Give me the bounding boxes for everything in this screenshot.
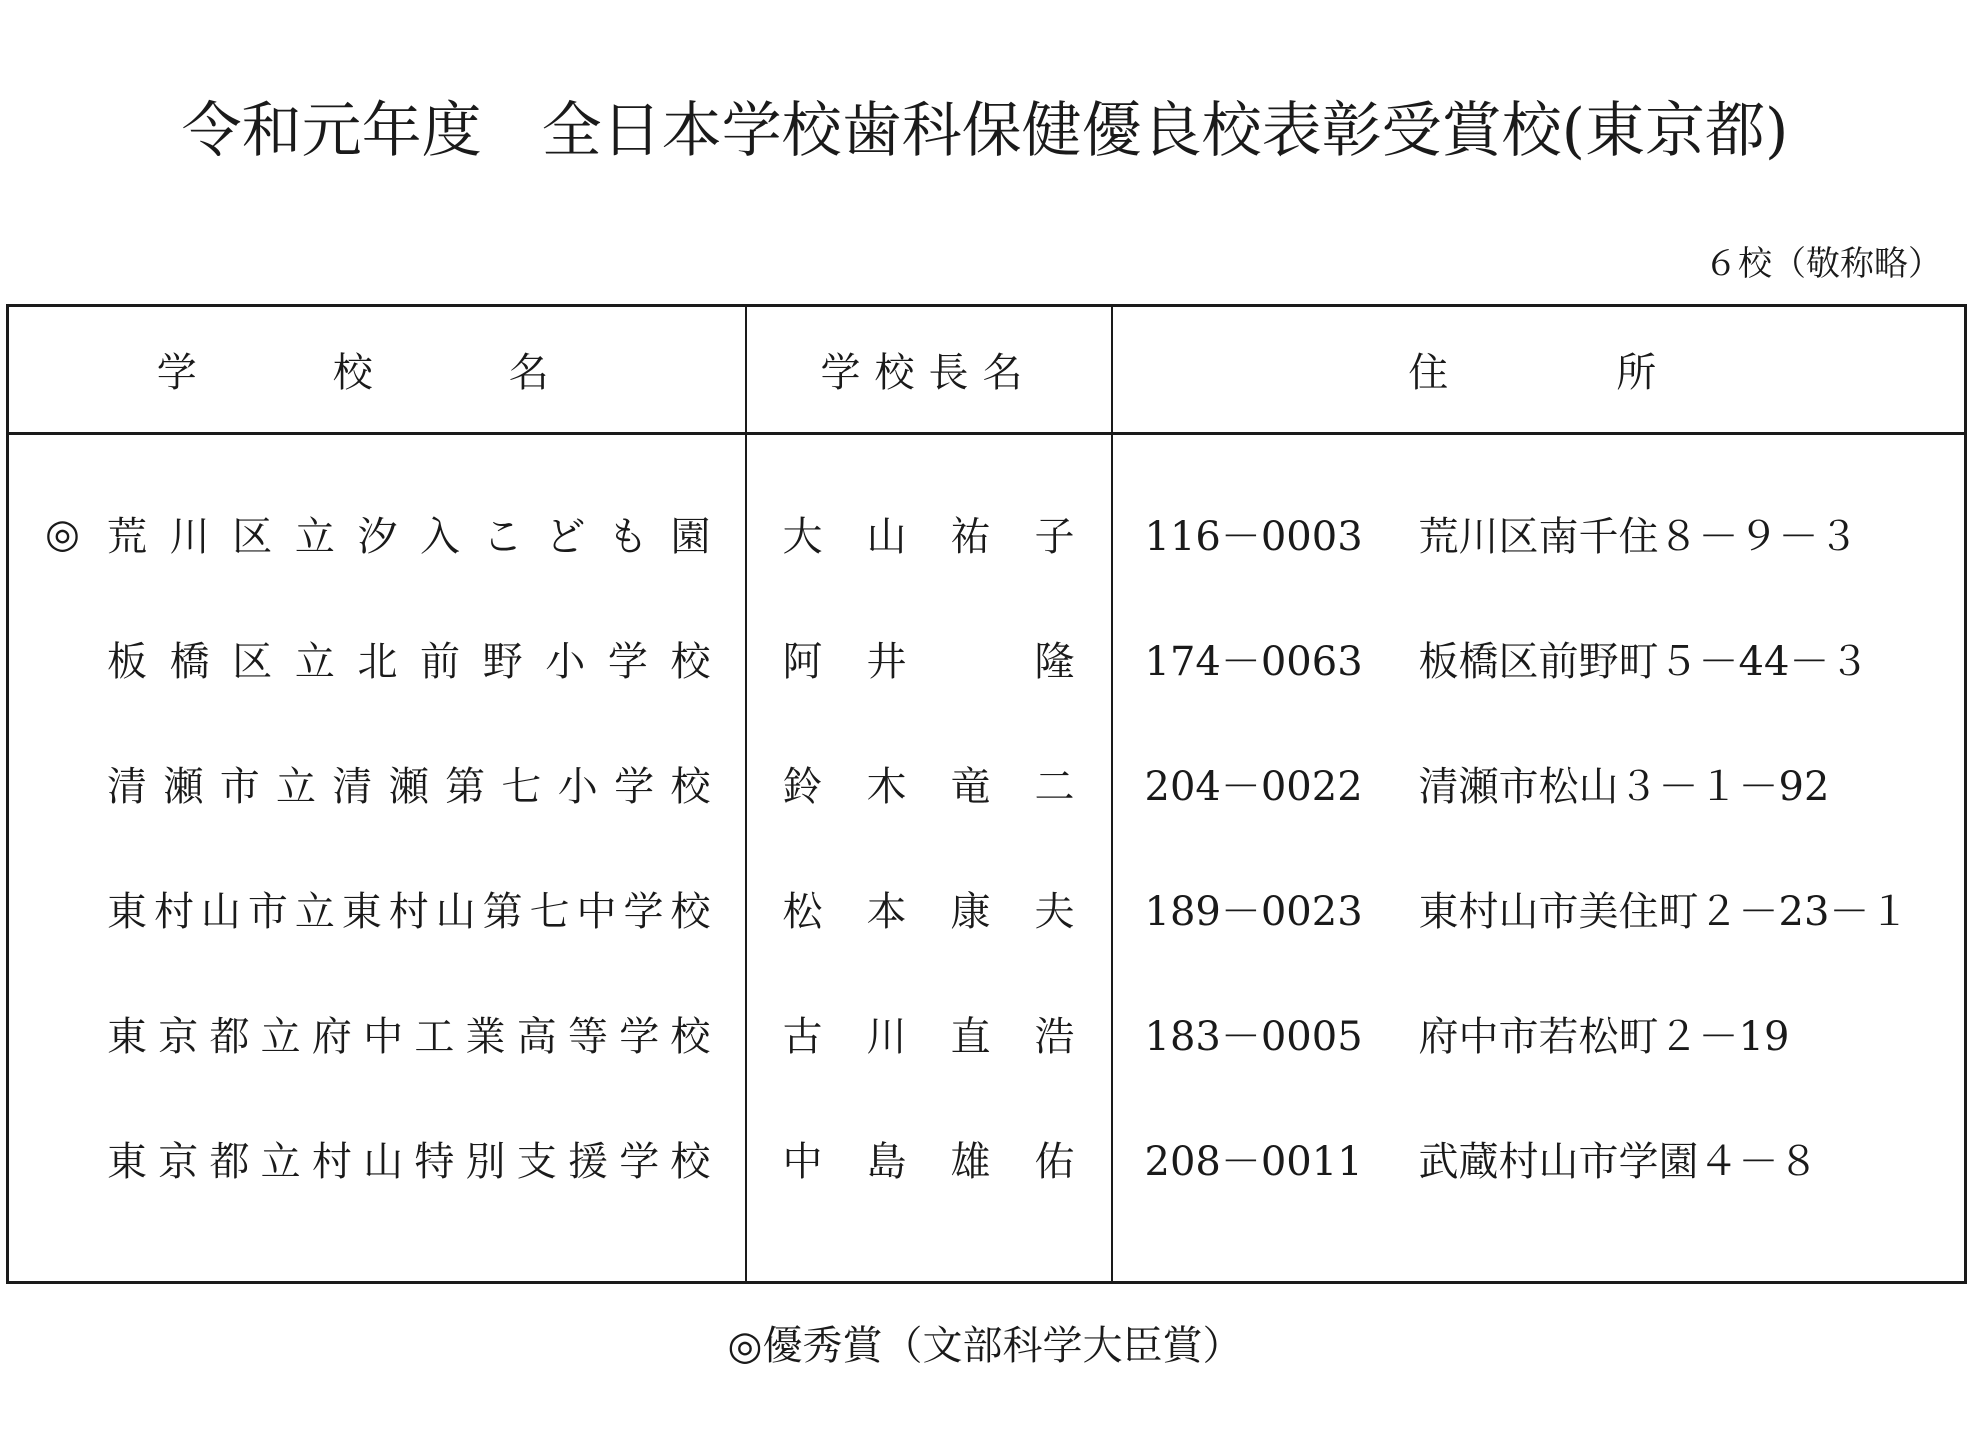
address-cell	[1112, 1096, 1966, 1221]
principal-name: 阿 井 隆	[782, 639, 1075, 685]
principal-name: 鈴 木 竜 二	[782, 764, 1075, 810]
principal-name-cell	[746, 596, 1112, 721]
school-name: 荒 川 区 立 汐 入 こ ど も 園	[107, 514, 711, 560]
address-cell	[1112, 846, 1966, 971]
table-row	[8, 1096, 1966, 1221]
principal-name: 大 山 祐 子	[782, 514, 1075, 560]
header-address-label: 住 所	[1408, 350, 1669, 396]
header-school-name	[8, 306, 746, 434]
table-header-row	[8, 306, 1966, 434]
school-name: 東 村 山 市 立 東 村 山 第 七 中 学 校	[107, 889, 711, 935]
table-row	[8, 721, 1966, 846]
header-address	[1112, 306, 1966, 434]
table-spacer	[8, 434, 1966, 472]
street-address: 東村山市美住町２－23－１	[1418, 889, 1910, 935]
street-address: 荒川区南千住８－９－３	[1418, 514, 1859, 560]
address-cell	[1112, 721, 1966, 846]
postal-code: 208－0011	[1144, 1139, 1363, 1185]
header-principal-name-label: 学校長名	[820, 350, 1037, 396]
street-address: 清瀬市松山３－１－92	[1418, 764, 1830, 810]
principal-name: 古 川 直 浩	[782, 1014, 1075, 1060]
principal-name: 松 本 康 夫	[782, 889, 1075, 935]
school-name-cell	[8, 846, 746, 971]
school-name-cell	[8, 1096, 746, 1221]
street-address: 府中市若松町２－19	[1418, 1014, 1790, 1060]
award-mark: ◎	[45, 510, 80, 557]
principal-name-cell	[746, 471, 1112, 596]
address-cell	[1112, 971, 1966, 1096]
header-principal-name	[746, 306, 1112, 434]
school-name: 清 瀬 市 立 清 瀬 第 七 小 学 校	[107, 764, 711, 810]
principal-name-cell	[746, 1096, 1112, 1221]
postal-code: 204－0022	[1144, 764, 1363, 810]
principal-name: 中 島 雄 佑	[782, 1139, 1075, 1185]
address-cell	[1112, 596, 1966, 721]
principal-name-cell	[746, 846, 1112, 971]
school-name: 板 橋 区 立 北 前 野 小 学 校	[107, 639, 711, 685]
table-row	[8, 971, 1966, 1096]
school-name-cell	[8, 471, 746, 596]
award-legend: ◎優秀賞（文部科学大臣賞）	[727, 1323, 1243, 1369]
awards-table	[6, 304, 1967, 1284]
school-name: 東 京 都 立 府 中 工 業 高 等 学 校	[107, 1014, 711, 1060]
postal-code: 116－0003	[1144, 514, 1363, 560]
principal-name-cell	[746, 721, 1112, 846]
postal-code: 189－0023	[1144, 889, 1363, 935]
table-spacer	[8, 1221, 1966, 1283]
page-title: 令和元年度 全日本学校歯科保健優良校表彰受賞校(東京都)	[181, 96, 1789, 166]
table-row	[8, 846, 1966, 971]
street-address: 板橋区前野町５－44－３	[1418, 639, 1870, 685]
street-address: 武蔵村山市学園４－８	[1418, 1139, 1819, 1185]
principal-name-cell	[746, 971, 1112, 1096]
table-row	[8, 471, 1966, 596]
school-count-note: ６校（敬称略）	[1704, 244, 1942, 284]
header-school-name-label: 学 校 名	[156, 350, 597, 396]
postal-code: 174－0063	[1144, 639, 1363, 685]
address-cell	[1112, 471, 1966, 596]
school-name-cell	[8, 596, 746, 721]
school-name: 東 京 都 立 村 山 特 別 支 援 学 校	[107, 1139, 711, 1185]
postal-code: 183－0005	[1144, 1014, 1363, 1060]
school-name-cell	[8, 971, 746, 1096]
table-row	[8, 596, 1966, 721]
school-name-cell	[8, 721, 746, 846]
